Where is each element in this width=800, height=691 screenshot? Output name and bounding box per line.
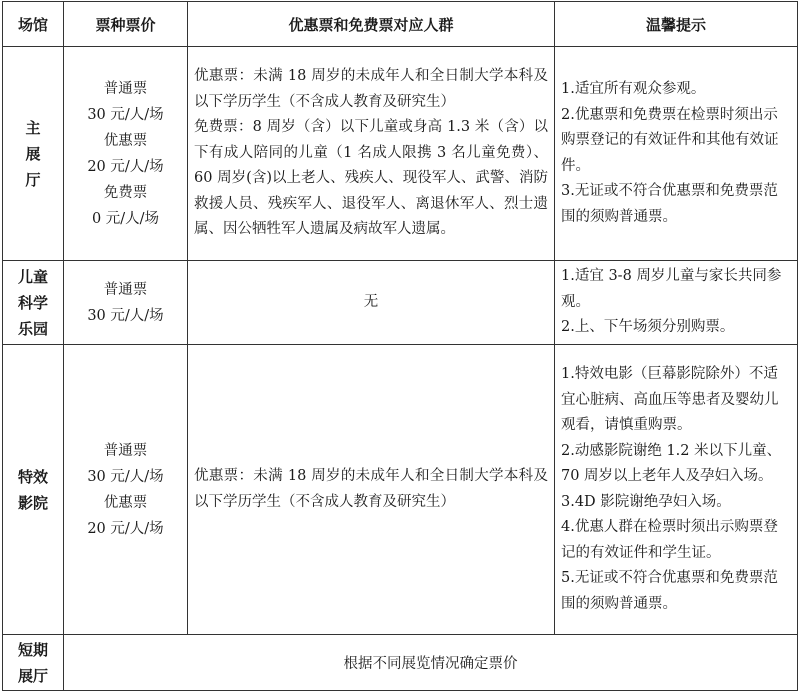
discount-group-text: 优惠票：未满 18 周岁的未成年人和全日制大学本科及以下学历学生（不含成人教育及研究生）: [194, 68, 548, 110]
tips-kids-park: [555, 261, 798, 345]
row-effects-cinema: [3, 345, 798, 635]
groups-main-hall: [188, 47, 555, 261]
price-main-hall: [64, 47, 188, 261]
header-tips: 温馨提示: [555, 2, 798, 47]
price-line: 普通票: [103, 442, 148, 459]
price-line: 0 元/人/场: [91, 210, 160, 227]
price-line: 优惠票: [103, 494, 148, 511]
venue-short-exhibit: 短期 展厅: [3, 635, 64, 691]
tip-item: 3.无证或不符合优惠票和免费票范围的须购普通票。: [561, 183, 778, 225]
price-line: 30 元/人/场: [87, 468, 164, 485]
header-price: 票种票价: [64, 2, 188, 47]
groups-kids-park: 无: [188, 261, 555, 345]
price-line: 30 元/人/场: [87, 106, 164, 123]
tip-item: 2.优惠票和免费票在检票时须出示购票登记的有效证件和其他有效证件。: [561, 106, 779, 174]
groups-effects-cinema: 优惠票：未满 18 周岁的未成年人和全日制大学本科及以下学历学生（不含成人教育及研究生）: [188, 345, 555, 635]
price-line: 20 元/人/场: [87, 520, 164, 537]
venue-effects-cinema: 特效 影院: [3, 345, 64, 635]
header-row: [3, 2, 798, 47]
tips-main-hall: [555, 47, 798, 261]
price-line: 20 元/人/场: [87, 158, 164, 175]
tip-item: 1.适宜 3-8 周岁儿童与家长共同参观。: [561, 268, 782, 310]
venue-kids-park: 儿童 科学 乐园: [3, 261, 64, 345]
row-main-hall: [3, 47, 798, 261]
tip-item: 2.上、下午场须分别购票。: [561, 319, 735, 336]
price-line: 普通票: [103, 281, 148, 298]
row-short-exhibit: [3, 635, 798, 691]
header-venue: 场馆: [3, 2, 64, 47]
header-groups: 优惠票和免费票对应人群: [188, 2, 555, 47]
tip-item: 1.特效电影（巨幕影院除外）不适宜心脏病、高血压等患者及婴幼儿观看，请慎重购票。: [561, 366, 779, 433]
price-line: 免费票: [103, 184, 148, 201]
price-effects-cinema: [64, 345, 188, 635]
price-kids-park: [64, 261, 188, 345]
tips-effects-cinema: [555, 345, 798, 635]
ticket-price-table: [2, 1, 798, 691]
short-exhibit-note: 根据不同展览情况确定票价: [64, 635, 798, 691]
row-kids-park: [3, 261, 798, 345]
price-line: 优惠票: [103, 132, 148, 149]
tip-item: 5.无证或不符合优惠票和免费票范围的须购普通票。: [561, 570, 778, 612]
tip-item: 4.优惠人群在检票时须出示购票登记的有效证件和学生证。: [561, 519, 778, 561]
price-line: 30 元/人/场: [87, 307, 164, 324]
free-group-text: 免费票：8 周岁（含）以下儿童或身高 1.3 米（含）以下有成人陪同的儿童（1 名成人限携 3 名儿童免费）、60 周岁(含)以上老人、残疾人、现役军人、武警、消防救援人员、残疾军人、退役军人、离退休军人、烈士遗属、因公牺牲军人遗属及病故军人遗属。: [194, 119, 548, 238]
tip-item: 3.4D 影院谢绝孕妇入场。: [561, 493, 731, 510]
price-line: 普通票: [103, 80, 148, 97]
tip-item: 2.动感影院谢绝 1.2 米以下儿童、70 周岁以上老年人及孕妇入场。: [561, 442, 782, 484]
venue-main-hall: 主 展 厅: [3, 47, 64, 261]
tip-item: 1.适宜所有观众参观。: [561, 81, 706, 97]
